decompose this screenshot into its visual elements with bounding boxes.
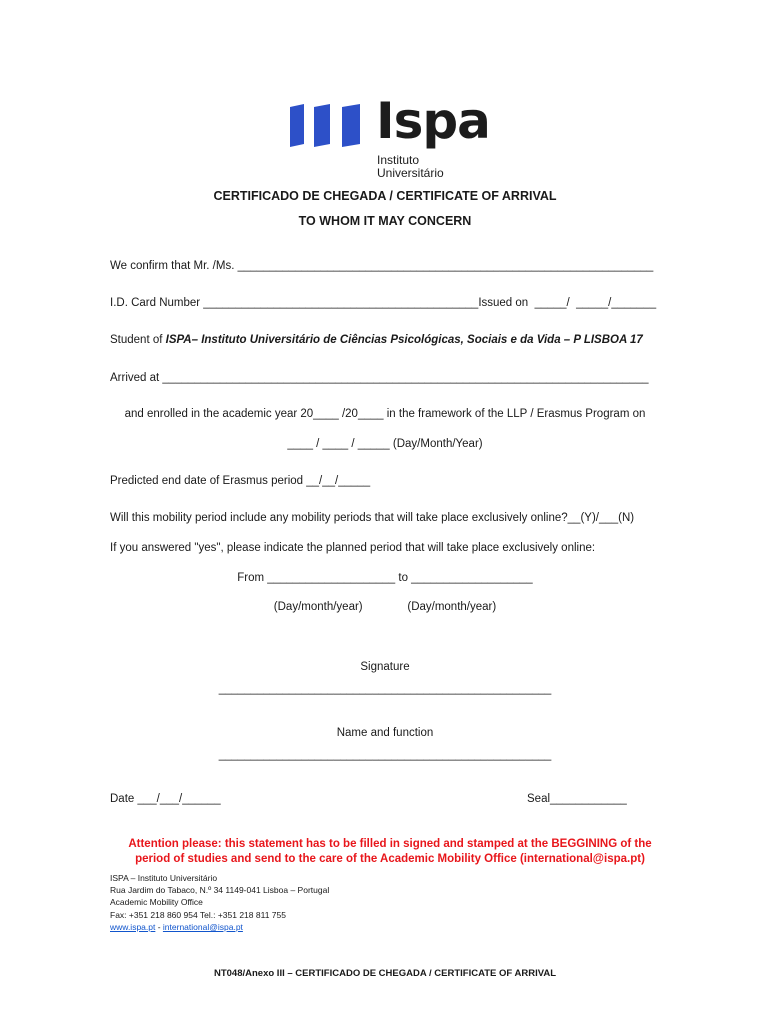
seal-field: Seal____________ [527,793,627,805]
attention-notice: Attention please: this statement has to be filled in signed and stamped at the BEGGINING of the period of studies and send to the care of the Academic Mobility Office (international@ispa.pt) [128,838,652,865]
id-card-line: I.D. Card Number ___________________________________________Issued on _____/ _____/_______ [110,297,657,309]
document-subtitle: TO WHOM IT MAY CONCERN [298,214,472,228]
predicted-end-line: Predicted end date of Erasmus period __/__/_____ [110,475,371,487]
online-question: Will this mobility period include any mobility periods that will take place exclusively online?__(Y)/___(N) [110,512,635,524]
name-function-line: ____________________________________________________ [218,749,552,761]
signature-label: Signature [360,661,410,673]
student-line: Student of ISPA– Instituto Universitário de Ciências Psicológicas, Sociais e da Vida – P LISBOA 17 [110,334,643,346]
from-to-labels: (Day/month/year) (Day/month/year) [273,601,497,613]
document-title: CERTIFICADO DE CHEGADA / CERTIFICATE OF ARRIVAL [213,189,557,203]
from-to-line: From ____________________ to ___________________ [237,572,533,584]
arrived-line: Arrived at ____________________________________________________________________________ [110,372,649,384]
ispa-logo [290,92,490,182]
signature-line: ____________________________________________________ [218,683,552,695]
website-link[interactable]: www.ispa.pt [110,921,156,932]
ispa-logo-mark [290,104,370,150]
logo-subtitle: Instituto Universitário [377,153,444,180]
logo-wordmark: Ispa [376,92,490,150]
enrolled-line: and enrolled in the academic year 20____ /20____ in the framework of the LLP / Erasmus Program on [124,408,646,420]
email-link[interactable]: international@ispa.pt [162,921,243,932]
name-function-label: Name and function [336,727,434,739]
online-followup: If you answered "yes", please indicate the planned period that will take place exclusively online: [110,542,596,554]
date-field: Date ___/___/______ [110,793,221,805]
date-format-line: ____ / ____ / _____ (Day/Month/Year) [287,438,483,450]
confirm-line: We confirm that Mr. /Ms. _________________________________________________________________ [110,260,654,272]
footer-address: ISPA – Instituto Universitário Rua Jardim do Tabaco, N.º 34 1149-041 Lisboa – Portugal Academic Mobility Office Fax: +351 218 860 954 Tel.: +351 218 811 755 www.ispa.pt - international@ispa.pt [110,873,330,932]
document-reference: NT048/Anexo III – CERTIFICADO DE CHEGADA / CERTIFICATE OF ARRIVAL [213,968,557,979]
